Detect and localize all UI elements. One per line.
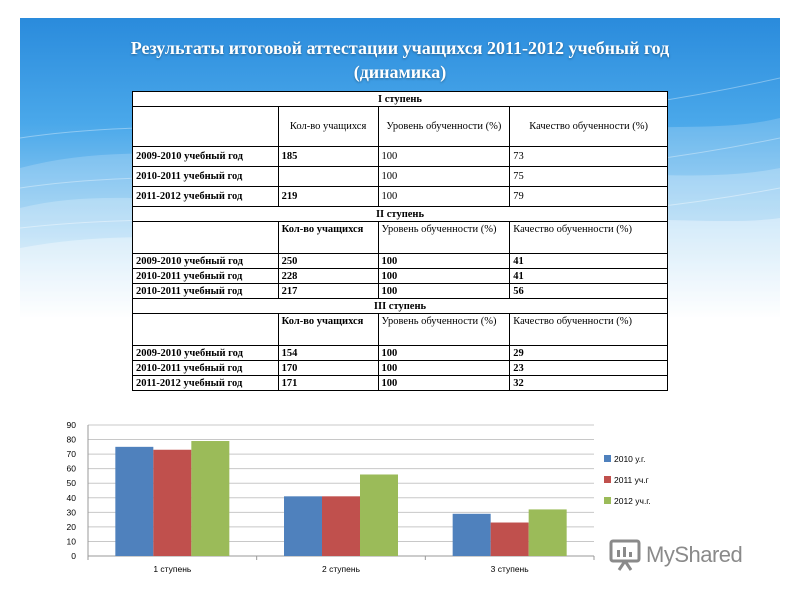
results-table [132, 91, 668, 391]
section-header-row [133, 207, 668, 222]
section-header-row [133, 299, 668, 314]
empty-header-cell [133, 107, 279, 147]
bar [153, 450, 191, 556]
title-line-2: (динамика) [353, 62, 447, 82]
count-cell [278, 167, 378, 187]
count-cell: 170 [278, 361, 378, 376]
bar [529, 509, 567, 556]
section-title: II ступень [133, 207, 668, 222]
count-cell: 250 [278, 254, 378, 269]
table-row [133, 269, 668, 284]
column-header-level: Уровень обученности (%) [378, 107, 510, 147]
column-header-count: Кол-во учащихся [278, 314, 378, 346]
level-cell: 100 [378, 147, 510, 167]
column-header-row [133, 314, 668, 346]
bar [491, 523, 529, 556]
x-tick-label: 1 ступень [153, 564, 192, 574]
presentation-icon [608, 538, 642, 572]
table-row [133, 284, 668, 299]
count-cell: 154 [278, 346, 378, 361]
section-title: I ступень [133, 92, 668, 107]
count-cell: 219 [278, 187, 378, 207]
count-cell: 185 [278, 147, 378, 167]
table-row [133, 376, 668, 391]
quality-cell: 56 [510, 284, 668, 299]
bar [191, 441, 229, 556]
bar [453, 514, 491, 556]
x-tick-label: 3 ступень [490, 564, 529, 574]
quality-cell: 41 [510, 254, 668, 269]
year-cell: 2010-2011 учебный год [133, 269, 279, 284]
column-header-quality: Качество обученности (%) [510, 314, 668, 346]
legend-swatch [604, 497, 611, 504]
year-cell: 2009-2010 учебный год [133, 254, 279, 269]
level-cell: 100 [378, 361, 510, 376]
column-header-quality: Качество обученности (%) [510, 222, 668, 254]
year-cell: 2011-2012 учебный год [133, 187, 279, 207]
legend-swatch [604, 476, 611, 483]
legend-label: 2011 уч.г [614, 474, 649, 485]
level-cell: 100 [378, 284, 510, 299]
legend-item-2011 [604, 473, 704, 486]
column-header-row [133, 107, 668, 147]
y-tick-label: 40 [66, 492, 76, 503]
legend-item-2012 [604, 494, 704, 507]
bar [322, 496, 360, 556]
myshared-watermark [608, 538, 768, 572]
level-cell: 100 [378, 269, 510, 284]
quality-cell: 79 [510, 187, 668, 207]
column-header-quality: Качество обученности (%) [510, 107, 668, 147]
level-cell: 100 [378, 167, 510, 187]
y-tick-label: 50 [66, 478, 76, 489]
year-cell: 2009-2010 учебный год [133, 147, 279, 167]
column-header-count: Кол-во учащихся [278, 107, 378, 147]
y-tick-label: 60 [66, 463, 76, 474]
quality-cell: 32 [510, 376, 668, 391]
table-row [133, 346, 668, 361]
table-row [133, 167, 668, 187]
y-tick-label: 80 [66, 434, 76, 445]
x-tick-label: 2 ступень [321, 564, 361, 574]
empty-header-cell [133, 222, 279, 254]
section-title: III ступень [133, 299, 668, 314]
count-cell: 217 [278, 284, 378, 299]
section-header-row [133, 92, 668, 107]
table-row [133, 361, 668, 376]
chart-legend [604, 452, 704, 515]
quality-cell: 23 [510, 361, 668, 376]
table-row [133, 254, 668, 269]
y-tick-label: 20 [66, 521, 76, 532]
slide-title [20, 36, 780, 84]
bar-chart [20, 400, 610, 582]
count-cell: 171 [278, 376, 378, 391]
year-cell: 2011-2012 учебный год [133, 376, 279, 391]
legend-item-2010 [604, 452, 704, 465]
legend-label: 2010 у.г. [614, 453, 646, 464]
level-cell: 100 [378, 254, 510, 269]
table-row [133, 187, 668, 207]
y-tick-label: 90 [66, 420, 76, 430]
bar [284, 496, 322, 556]
table-row [133, 147, 668, 167]
year-cell: 2010-2011 учебный год [133, 167, 279, 187]
year-cell: 2010-2011 учебный год [133, 361, 279, 376]
level-cell: 100 [378, 187, 510, 207]
quality-cell: 73 [510, 147, 668, 167]
level-cell: 100 [378, 346, 510, 361]
title-line-1: Результаты итоговой аттестации учащихся 2011-2012 учебный год [130, 38, 670, 58]
y-tick-label: 10 [66, 536, 76, 547]
column-header-level: Уровень обученности (%) [378, 314, 510, 346]
year-cell: 2009-2010 учебный год [133, 346, 279, 361]
year-cell: 2010-2011 учебный год [133, 284, 279, 299]
y-tick-label: 30 [66, 507, 76, 518]
empty-header-cell [133, 314, 279, 346]
legend-label: 2012 уч.г. [614, 495, 651, 506]
count-cell: 228 [278, 269, 378, 284]
column-header-count: Кол-во учащихся [278, 222, 378, 254]
legend-swatch [604, 455, 611, 462]
y-tick-label: 0 [71, 551, 76, 561]
bar [360, 474, 398, 556]
quality-cell: 29 [510, 346, 668, 361]
bar-chart-svg [20, 400, 610, 582]
y-tick-label: 70 [66, 449, 76, 460]
bar [115, 447, 153, 556]
level-cell: 100 [378, 376, 510, 391]
column-header-level: Уровень обученности (%) [378, 222, 510, 254]
quality-cell: 75 [510, 167, 668, 187]
watermark-text: MyShared [646, 542, 743, 567]
quality-cell: 41 [510, 269, 668, 284]
column-header-row [133, 222, 668, 254]
